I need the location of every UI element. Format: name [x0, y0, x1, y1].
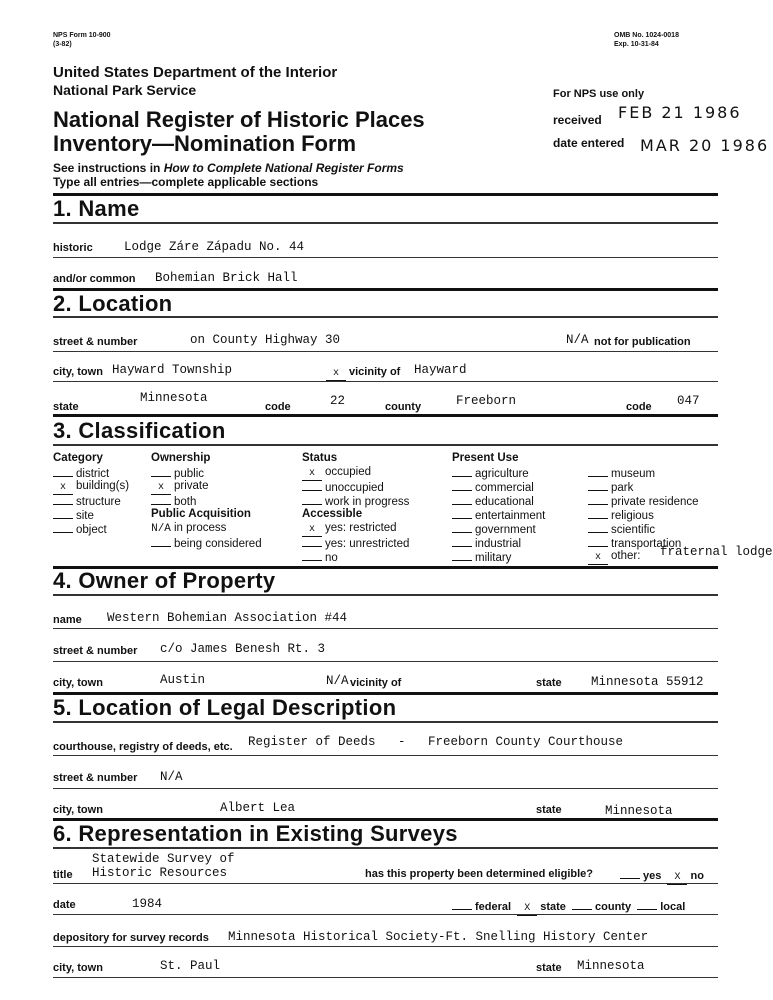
option-label: yes: restricted	[325, 522, 397, 534]
divider	[53, 316, 718, 318]
owner-state-label: state	[536, 677, 562, 689]
option-label: private residence	[611, 496, 699, 508]
survey-date-label: date	[53, 899, 76, 911]
divider	[53, 628, 718, 629]
checkbox-mark[interactable]	[53, 522, 73, 533]
form-title-1: National Register of Historic Places	[53, 107, 425, 132]
checkbox-mark[interactable]	[588, 508, 608, 519]
divider	[53, 381, 718, 382]
checkbox-mark[interactable]	[588, 536, 608, 547]
divider	[53, 414, 718, 417]
checkbox-mark[interactable]	[151, 466, 171, 477]
street-label: street & number	[53, 336, 138, 348]
checkbox-mark[interactable]	[302, 536, 322, 547]
category-item[interactable]	[53, 494, 121, 508]
option-label: military	[475, 552, 512, 564]
instr-title: How to Complete National Register Forms	[163, 161, 404, 175]
city-value: Hayward Township	[112, 363, 233, 377]
divider	[53, 788, 718, 789]
option-label: building(s)	[76, 480, 130, 492]
legal-street-label: street & number	[53, 772, 138, 784]
divider	[53, 661, 718, 662]
nfp-value: N/A	[566, 333, 589, 347]
checkbox-mark[interactable]: N/A	[151, 523, 171, 535]
county-mark[interactable]	[572, 899, 592, 910]
option-label: industrial	[475, 538, 522, 550]
yes-label: yes	[643, 870, 662, 882]
legal-state: Minnesota	[605, 804, 673, 818]
legal-city: Albert Lea	[220, 801, 296, 815]
option-label: site	[76, 510, 94, 522]
county-value: Freeborn	[456, 394, 517, 408]
divider	[53, 257, 718, 258]
option-label: agriculture	[475, 468, 529, 480]
checkbox-mark[interactable]	[452, 494, 472, 505]
owner-city-label: city, town	[53, 677, 103, 689]
option-label: park	[611, 482, 634, 494]
no-mark[interactable]: X	[667, 874, 687, 885]
depository-value: Minnesota Historical Society-Ft. Snelling History Center	[228, 930, 649, 944]
courthouse-value: Register of Deeds - Freeborn County Courthouse	[248, 735, 624, 749]
status-item[interactable]	[302, 494, 409, 508]
instructions-2: Type all entries—complete applicable sections	[53, 175, 319, 189]
eligible-question: has this property been determined eligible?	[365, 868, 593, 880]
state-label: state	[53, 401, 79, 413]
nps-use-label: For NPS use only	[553, 88, 645, 100]
option-label: private	[174, 480, 209, 492]
category-item[interactable]	[53, 522, 107, 536]
code-label: code	[265, 401, 291, 413]
option-label: other:	[611, 550, 641, 562]
vicinity-mark[interactable]: x	[326, 370, 346, 381]
option-label: commercial	[475, 482, 534, 494]
ownership-item[interactable]	[151, 480, 209, 495]
option-label: district	[76, 468, 110, 480]
present-use-item[interactable]	[588, 480, 633, 494]
divider	[53, 222, 718, 224]
acquisition-title: Public Acquisition	[151, 508, 251, 520]
category-item[interactable]	[53, 466, 109, 480]
yes-mark[interactable]	[620, 868, 640, 879]
present-use-title: Present Use	[452, 452, 519, 464]
option-label: educational	[475, 496, 534, 508]
checkbox-mark[interactable]	[452, 536, 472, 547]
divider	[53, 847, 718, 849]
checkbox-mark[interactable]	[452, 466, 472, 477]
courthouse-label: courthouse, registry of deeds, etc.	[53, 741, 233, 753]
code-value: 22	[330, 394, 346, 408]
divider	[53, 914, 718, 915]
option-label: government	[475, 524, 536, 536]
present-use-item[interactable]	[452, 494, 534, 508]
instructions	[53, 161, 404, 175]
divider	[53, 755, 718, 756]
option-label: structure	[76, 496, 121, 508]
checkbox-mark[interactable]	[151, 536, 171, 547]
expiration: Exp. 10-31-84	[614, 41, 659, 48]
state-level-label: state	[540, 901, 566, 913]
accessible-title: Accessible	[302, 508, 363, 520]
option-label: both	[174, 496, 197, 508]
owner-name: Western Bohemian Association #44	[107, 611, 348, 625]
category-title: Category	[53, 452, 103, 464]
option-label: scientific	[611, 524, 656, 536]
owner-vicinity-label: vicinity of	[350, 677, 402, 689]
checkbox-mark[interactable]	[452, 508, 472, 519]
local-label: local	[660, 901, 686, 913]
option-label: object	[76, 524, 107, 536]
survey-state: Minnesota	[577, 959, 645, 973]
city-label: city, town	[53, 366, 103, 378]
checkbox-mark[interactable]	[302, 550, 322, 561]
present-use-item[interactable]	[452, 508, 545, 522]
instr-text: See instructions in	[53, 161, 164, 175]
checkbox-mark[interactable]	[588, 480, 608, 491]
owner-street: c/o James Benesh Rt. 3	[160, 642, 326, 656]
checkbox-mark[interactable]	[452, 550, 472, 561]
vicinity-label: vicinity of	[349, 366, 401, 378]
survey-state-label: state	[536, 962, 562, 974]
present-use-item[interactable]	[588, 522, 655, 536]
divider	[53, 594, 718, 596]
option-label: religious	[611, 510, 654, 522]
option-label: in process	[174, 522, 227, 534]
option-label: being considered	[174, 538, 262, 550]
section-4-heading: 4. Owner of Property	[53, 568, 276, 593]
historic-label: historic	[53, 242, 93, 254]
status-item[interactable]	[302, 466, 371, 481]
form-number: NPS Form 10-900	[53, 32, 111, 39]
divider	[53, 977, 718, 978]
present-use-item[interactable]	[452, 466, 529, 480]
legal-state-label: state	[536, 804, 562, 816]
received-label: received	[553, 113, 602, 127]
entered-label: date entered	[553, 136, 625, 150]
form-revision: (3-82)	[53, 41, 72, 48]
historic-name: Lodge Záre Západu No. 44	[124, 240, 305, 254]
survey-title-1: Statewide Survey of	[92, 852, 235, 866]
present-use-item[interactable]	[588, 494, 699, 508]
option-label: yes: unrestricted	[325, 538, 410, 550]
checkbox-mark[interactable]: x	[151, 484, 171, 495]
checkbox-mark[interactable]	[53, 494, 73, 505]
present-use-item[interactable]	[452, 536, 521, 550]
owner-state: Minnesota 55912	[591, 675, 704, 689]
section-3-heading: 3. Classification	[53, 418, 226, 443]
code2-label: code	[626, 401, 652, 413]
divider	[53, 721, 718, 723]
ownership-title: Ownership	[151, 452, 211, 464]
checkbox-mark[interactable]	[53, 508, 73, 519]
ownership-item[interactable]	[151, 466, 204, 480]
department: United States Department of the Interior	[53, 64, 338, 81]
checkbox-mark[interactable]: x	[302, 526, 322, 537]
section-6-heading: 6. Representation in Existing Surveys	[53, 821, 458, 846]
entered-stamp: MAR 20 1986	[640, 136, 770, 155]
option-label: unoccupied	[325, 482, 384, 494]
survey-title-label: title	[53, 869, 73, 881]
no-label: no	[690, 870, 704, 882]
legal-city-label: city, town	[53, 804, 103, 816]
checkbox-mark[interactable]	[452, 480, 472, 491]
local-mark[interactable]	[637, 899, 657, 910]
option-label: public	[174, 468, 205, 480]
vicinity-value: Hayward	[414, 363, 467, 377]
omb-number: OMB No. 1024-0018	[614, 32, 679, 39]
received-stamp: FEB 21 1986	[618, 103, 742, 122]
checkbox-mark[interactable]	[302, 480, 322, 491]
checkbox-mark[interactable]	[588, 522, 608, 533]
checkbox-mark[interactable]	[588, 494, 608, 505]
present-use-item[interactable]	[452, 480, 534, 494]
vicinity	[326, 366, 400, 381]
state-value: Minnesota	[140, 391, 208, 405]
checkbox-mark[interactable]	[151, 494, 171, 505]
section-2-heading: 2. Location	[53, 291, 173, 316]
section-1-heading: 1. Name	[53, 196, 140, 221]
present-use-item[interactable]	[452, 550, 511, 564]
checkbox-mark[interactable]	[53, 466, 73, 477]
accessible-item[interactable]	[302, 550, 338, 564]
accessible-item[interactable]	[302, 522, 397, 537]
form-title-2: Inventory—Nomination Form	[53, 131, 357, 156]
option-label: transportation	[611, 538, 682, 550]
option-label: occupied	[325, 466, 372, 478]
category-item[interactable]	[53, 480, 129, 495]
checkbox-mark[interactable]	[588, 466, 608, 477]
present-use-item[interactable]	[588, 508, 654, 522]
acquisition-item[interactable]	[151, 522, 226, 535]
checkbox-mark[interactable]: x	[302, 470, 322, 481]
depository-label: depository for survey records	[53, 932, 209, 944]
code2-value: 047	[677, 394, 700, 408]
survey-date: 1984	[132, 897, 163, 911]
status-item[interactable]	[302, 480, 384, 494]
checkbox-mark[interactable]: x	[588, 554, 608, 565]
owner-vicinity-mark: N/A	[326, 674, 349, 688]
section-5-heading: 5. Location of Legal Description	[53, 695, 397, 720]
divider	[53, 883, 718, 884]
accessible-item[interactable]	[302, 536, 409, 550]
divider	[53, 946, 718, 947]
checkbox-mark[interactable]: x	[53, 484, 73, 495]
county-label: county	[385, 401, 422, 413]
common-name: Bohemian Brick Hall	[155, 271, 298, 285]
divider	[53, 351, 718, 352]
owner-name-label: name	[53, 614, 82, 626]
present-use-item[interactable]	[588, 466, 655, 480]
present-use-item[interactable]	[452, 522, 536, 536]
survey-city-label: city, town	[53, 962, 103, 974]
option-label: museum	[611, 468, 656, 480]
state-mark[interactable]: X	[517, 905, 537, 916]
acquisition-item[interactable]	[151, 536, 262, 550]
service: National Park Service	[53, 82, 197, 98]
other-value: fraternal lodge	[660, 545, 773, 559]
present-use-item[interactable]	[588, 550, 640, 565]
ownership-item[interactable]	[151, 494, 196, 508]
federal-label: federal	[475, 901, 512, 913]
owner-street-label: street & number	[53, 645, 138, 657]
federal-mark[interactable]	[452, 899, 472, 910]
checkbox-mark[interactable]	[302, 494, 322, 505]
option-label: entertainment	[475, 510, 546, 522]
divider	[53, 193, 718, 196]
checkbox-mark[interactable]	[452, 522, 472, 533]
survey-title-2: Historic Resources	[92, 866, 228, 880]
status-title: Status	[302, 452, 338, 464]
legal-street: N/A	[160, 770, 183, 784]
category-item[interactable]	[53, 508, 94, 522]
county-level-label: county	[595, 901, 632, 913]
common-label: and/or common	[53, 273, 136, 285]
nfp-label: not for publication	[594, 336, 691, 348]
option-label: no	[325, 552, 338, 564]
divider	[53, 444, 718, 446]
owner-city: Austin	[160, 673, 206, 687]
option-label: work in progress	[325, 496, 410, 508]
street-value: on County Highway 30	[190, 333, 341, 347]
survey-city: St. Paul	[160, 959, 221, 973]
